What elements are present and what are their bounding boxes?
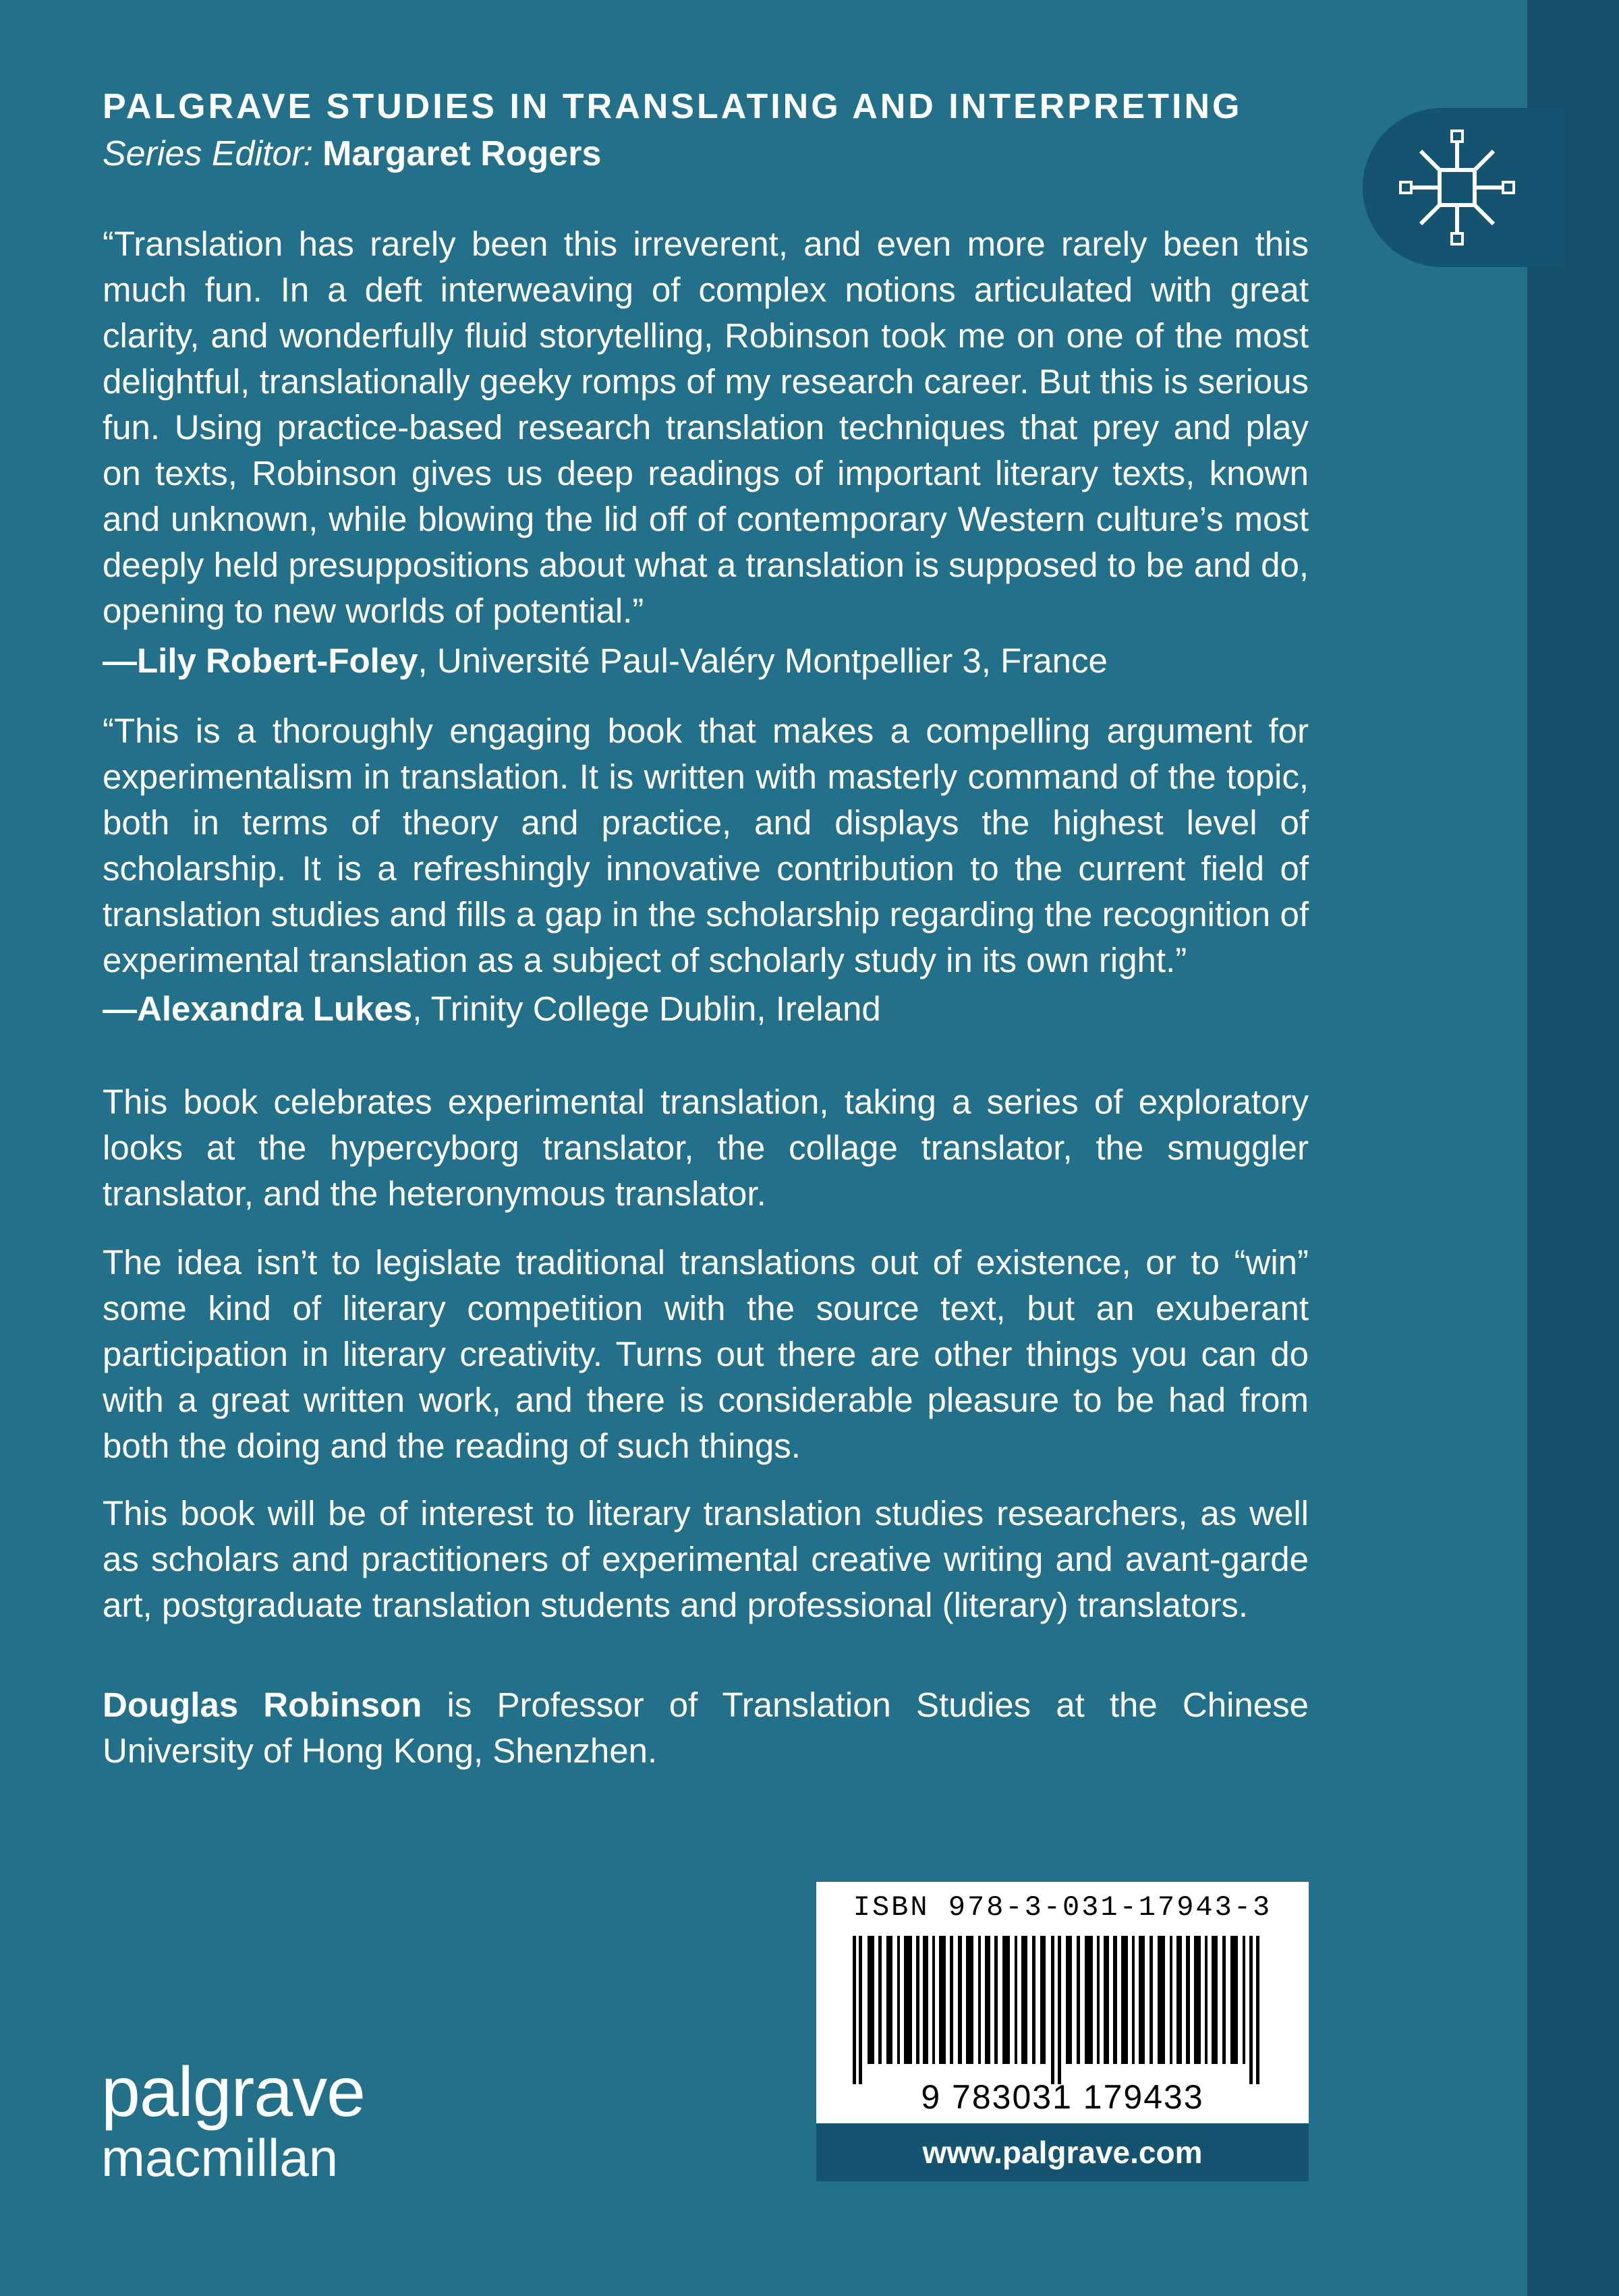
publisher-name-line1: palgrave: [101, 2053, 365, 2131]
description-paragraph-3: This book will be of interest to literary translation studies researchers, as well as scholars and practitioners of experimental creative writing and avant-garde art, postgraduate translation students and professional (literary) translators.: [103, 1494, 1309, 1624]
endorser-name-1: —Lily Robert-Foley: [103, 641, 418, 680]
endorsement-quote-2: “This is a thoroughly engaging book that makes a compelling argument for experimentalism in translation. It is written with masterly command of the topic, both in terms of theory and practice, and displays the highest level of scholarship. It is a refreshingly innovative contribution to the current field of translation studies and fills a gap in the scholarship regarding the recognition of experimental translation as a subject of scholarly study in its own right.”: [103, 712, 1309, 979]
series-editor: [103, 132, 1317, 175]
book-spine: [1527, 0, 1619, 2296]
endorser-affiliation-1: , Université Paul-Valéry Montpellier 3, France: [418, 641, 1108, 680]
description-paragraph-2: The idea isn’t to legislate traditional translations out of existence, or to “win” some kind of literary competition with the source text, but an exuberant participation in literary creativity. Turns out there are other things you can do with a great written work, and there is considerable pleasure to be had from both the doing and the reading of such things.: [103, 1243, 1309, 1465]
endorser-name-2: —Alexandra Lukes: [103, 989, 413, 1028]
series-editor-name: Margaret Rogers: [322, 134, 602, 173]
isbn-label: ISBN 978-3-031-17943-3: [853, 1891, 1272, 1924]
author-name: Douglas Robinson: [103, 1686, 422, 1724]
endorsement-attribution-2: [103, 986, 1309, 1032]
endorsement-quote-1: “Translation has rarely been this irreverent, and even more rarely been this much fun. In a deft interweaving of complex notions articulated with great clarity, and wonderfully fluid storytelling, Robinson took me on one of the most delightful, translationally geeky romps of my research career. But this is serious fun. Using practice-based research translation techniques that prey and play on texts, Robinson gives us deep readings of important literary texts, known and unknown, while blowing the lid off of contemporary Western culture’s most deeply held presuppositions about what a translation is supposed to be and do, opening to new worlds of potential.”: [103, 225, 1309, 630]
barcode: [850, 1936, 1275, 2084]
series-title: PALGRAVE STUDIES IN TRANSLATING AND INTERPRETING: [103, 87, 1243, 126]
author-bio: [103, 1682, 1309, 1774]
description-paragraph-1: This book celebrates experimental translation, taking a series of exploratory looks at the hypercyborg translator, the collage translator, the smuggler translator, and the heteronymous translator.: [103, 1083, 1309, 1213]
publisher-name-line2: macmillan: [101, 2128, 339, 2187]
author-bio-text: is Professor of Translation Studies at the Chinese University of Hong Kong, Shenzhen.: [103, 1686, 1309, 1770]
isbn-barcode-box: [816, 1882, 1309, 2123]
publisher-logo: [101, 2053, 506, 2188]
publisher-logo-tab: [1363, 108, 1565, 267]
series-editor-label: Series Editor:: [103, 134, 314, 173]
endorser-affiliation-2: , Trinity College Dublin, Ireland: [412, 989, 881, 1028]
endorsement-attribution-1: [103, 638, 1309, 684]
publisher-url[interactable]: www.palgrave.com: [816, 2123, 1309, 2181]
palgrave-network-logo-icon: [1390, 120, 1525, 255]
barcode-digits: 9 783031 179433: [921, 2078, 1204, 2116]
